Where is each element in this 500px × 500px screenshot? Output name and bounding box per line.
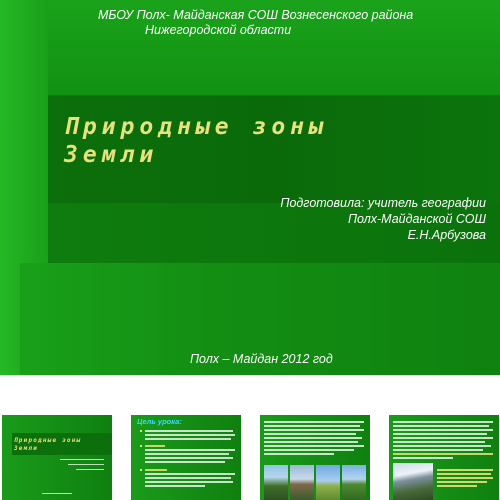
thumbnail-2-text-line: [145, 485, 205, 487]
thumbnail-3-photo-row: [264, 465, 368, 500]
landscape-photo: [290, 465, 314, 500]
thumbnail-3-text-line: [264, 437, 362, 439]
thumbnail-3-text-line: [264, 441, 358, 443]
thumbnail-4-caption-line: [437, 477, 493, 479]
thumbnail-4-text-line: [393, 433, 487, 435]
slide-footer: Полх – Майдан 2012 год: [190, 352, 333, 366]
landscape-photo: [316, 465, 340, 500]
thumbnail-2-text-line: [145, 457, 233, 459]
thumbnail-2-text-line: [145, 473, 235, 475]
thumbnail-3-text-line: [264, 433, 356, 435]
author-line3: Е.Н.Арбузова: [407, 228, 486, 242]
thumbnail-1-title: [14, 437, 81, 453]
school-name-line1: МБОУ Полх- Майданская СОШ Вознесенского района: [98, 8, 414, 22]
thumbnail-1-text-line: [68, 464, 104, 465]
slide-title-line1: Природные зоны: [64, 114, 328, 140]
thumbnail-4-text-line: [393, 449, 483, 451]
thumbnail-1-title-line1: Природные зоны: [14, 437, 82, 444]
thumbnail-4-caption-line: [437, 485, 477, 487]
thumbnail-2-heading: Цель урока:: [137, 417, 182, 426]
thumbnail-slide-2[interactable]: [131, 415, 241, 500]
mountain-photo: [393, 463, 433, 500]
thumbnail-slide-3[interactable]: [260, 415, 370, 500]
thumbnail-1-text-line: [42, 493, 72, 494]
thumbnail-2-text-line: [145, 445, 165, 447]
thumbnail-4-caption-line: [437, 473, 491, 475]
thumbnail-2-bullet: [140, 469, 142, 471]
thumbnail-2-text-line: [145, 438, 231, 440]
thumbnail-4-caption-line: [437, 469, 493, 471]
thumbnail-4-text-line: [393, 425, 489, 427]
author-block: [280, 195, 486, 243]
thumbnail-2-text-line: [145, 481, 233, 483]
thumbnail-2-text-line: [145, 469, 167, 471]
thumbnail-3-text-line: [264, 449, 354, 451]
thumbnail-3-text-line: [264, 429, 364, 431]
slide-title-line2: Земли: [64, 142, 159, 168]
thumbnail-1-text-line: [76, 469, 104, 470]
slide-title: [64, 113, 328, 169]
thumbnail-4-text-line: [393, 441, 485, 443]
thumbnail-3-text-line: [264, 453, 334, 455]
thumbnail-4-text-line: [393, 429, 493, 431]
thumbnail-4-text-line: [393, 421, 493, 423]
thumbnail-3-text-line: [264, 425, 360, 427]
thumbnail-2-text-line: [145, 434, 235, 436]
thumbnail-2-text-line: [145, 461, 225, 463]
thumbnail-slide-1[interactable]: [2, 415, 112, 500]
thumbnail-4-text-line: [393, 453, 493, 455]
thumbnail-1-title-line2: Земли: [14, 445, 39, 452]
thumbnail-4-text-line: [393, 457, 453, 459]
thumbnail-3-text-line: [264, 445, 364, 447]
thumbnail-2-text-line: [145, 453, 229, 455]
landscape-photo: [342, 465, 366, 500]
slide-thumbnails: [0, 415, 500, 500]
school-name-line2: Нижегородской области: [145, 23, 292, 37]
thumbnail-4-text-line: [393, 445, 491, 447]
thumbnail-4-text-line: [393, 437, 493, 439]
thumbnail-4-caption-line: [437, 481, 487, 483]
thumbnail-2-bullet: [140, 430, 142, 432]
thumbnail-1-text-line: [60, 459, 104, 460]
thumbnail-2-bullet: [140, 445, 142, 447]
author-line1: Подготовила: учитель географии: [280, 196, 486, 210]
thumbnail-2-text-line: [145, 449, 235, 451]
landscape-photo: [264, 465, 288, 500]
author-line2: Полх-Майданской СОШ: [347, 212, 486, 226]
thumbnail-2-text-line: [145, 477, 231, 479]
thumbnail-2-text-line: [145, 430, 233, 432]
thumbnail-3-text-line: [264, 421, 364, 423]
thumbnail-slide-4[interactable]: [389, 415, 499, 500]
